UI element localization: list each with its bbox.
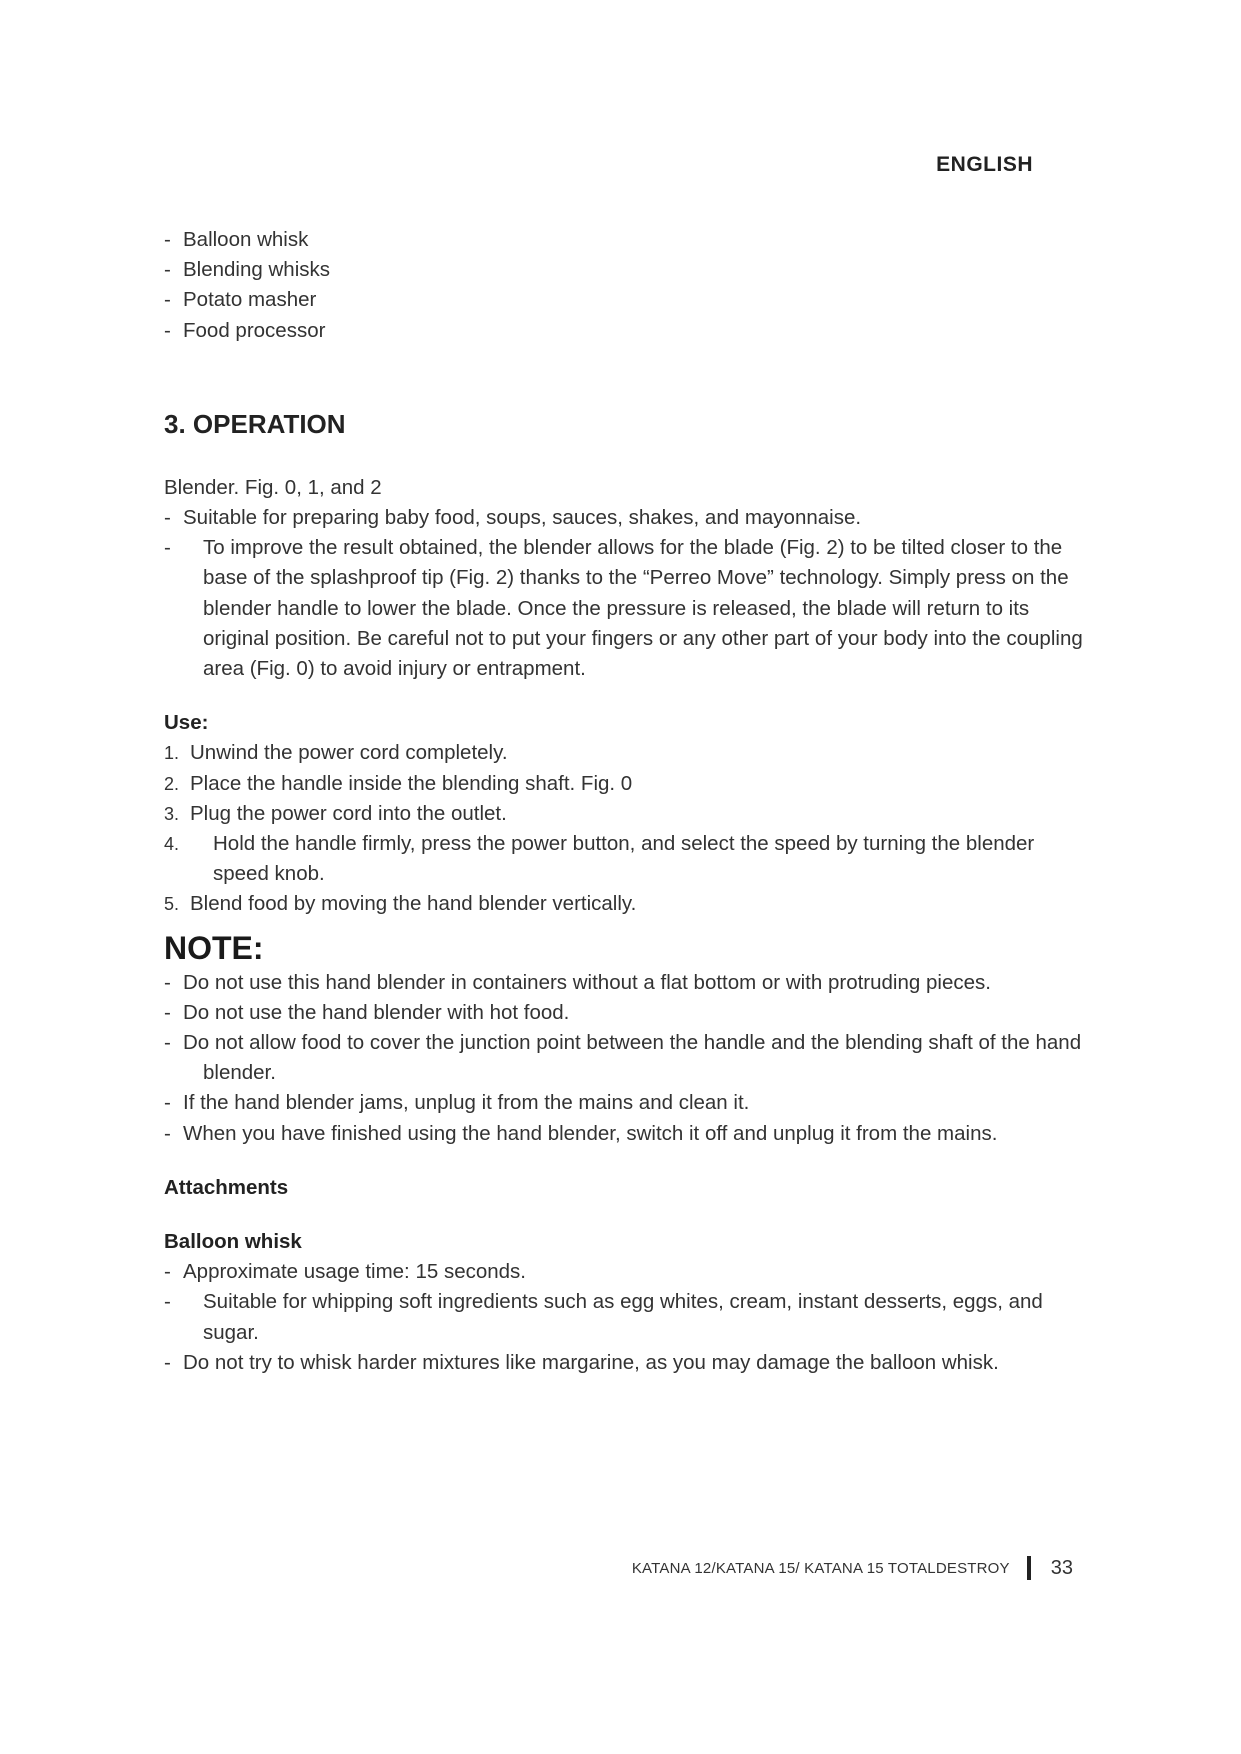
note-heading: NOTE: [164,929,264,966]
step-item [164,889,1094,919]
model-name: KATANA 12/KATANA 15/ KATANA 15 TOTALDESTROY [631,1559,1010,1577]
language-label: ENGLISH [936,153,1033,176]
list-item: - To improve the result obtained, the blender allows for the blade (Fig. 2) to be tilted closer to the base of the splashproof tip (Fig. 2) thanks to the “Perreo Move” technology. Simply press on the blender handle to lower the blade. Once the pressure is released, the blade will return to its original position. Be careful not to put your fingers or any other part of your body into the coupling area (Fig. 0) to avoid injury or entrapment. [164,533,1094,684]
note-list [164,968,1094,1149]
balloon-whisk-list [164,1257,1094,1378]
step-number: 1. [164,743,180,764]
step-item [164,829,1094,889]
list-item: - When you have finished using the hand blender, switch it off and unplug it from the mains. [164,1119,1094,1149]
balloon-whisk-heading: Balloon whisk [164,1230,302,1254]
step-text: Unwind the power cord completely. [190,741,508,765]
step-item [164,738,1094,768]
page-number: 33 [1050,1556,1073,1579]
list-item: - Potato masher [164,285,1094,315]
list-item: - Do not allow food to cover the junction point between the handle and the blending shaft of the hand blender. [164,1028,1094,1088]
footer-divider [1027,1556,1031,1580]
list-item: - If the hand blender jams, unplug it from the mains and clean it. [164,1088,1094,1118]
step-text: Hold the handle firmly, press the power button, and select the speed by turning the blender speed knob. [213,832,1035,886]
list-item: - Do not use the hand blender with hot food. [164,998,1094,1028]
step-number: 5. [164,894,180,915]
step-text: Plug the power cord into the outlet. [190,801,507,825]
step-number: 2. [164,773,180,794]
list-item: - Do not try to whisk harder mixtures like margarine, as you may damage the balloon whisk. [164,1348,1094,1378]
list-item: - Food processor [164,316,1094,346]
list-item: - Suitable for preparing baby food, soups, sauces, shakes, and mayonnaise. [164,503,1094,533]
step-item [164,769,1094,799]
use-steps [164,738,1094,919]
step-number: 4. [164,834,180,855]
step-number: 3. [164,803,180,824]
use-heading: Use: [164,711,209,735]
list-item: - Do not use this hand blender in containers without a flat bottom or with protruding pieces. [164,968,1094,998]
step-text: Place the handle inside the blending shaft. Fig. 0 [190,771,633,795]
step-text: Blend food by moving the hand blender vertically. [190,892,637,916]
page-footer [632,1556,1073,1580]
list-item: - Blending whisks [164,255,1094,285]
blender-intro: Blender. Fig. 0, 1, and 2 [164,475,382,499]
list-item: - Balloon whisk [164,225,1094,255]
page-content [164,225,1094,1378]
attachments-heading: Attachments [164,1175,289,1199]
list-item: - Suitable for whipping soft ingredients such as egg whites, cream, instant desserts, eggs, and sugar. [164,1287,1094,1347]
accessory-list [164,225,1094,346]
section-title-operation: 3. OPERATION [164,408,346,439]
list-item: - Approximate usage time: 15 seconds. [164,1257,1094,1287]
operation-bullets [164,503,1094,684]
step-item [164,799,1094,829]
